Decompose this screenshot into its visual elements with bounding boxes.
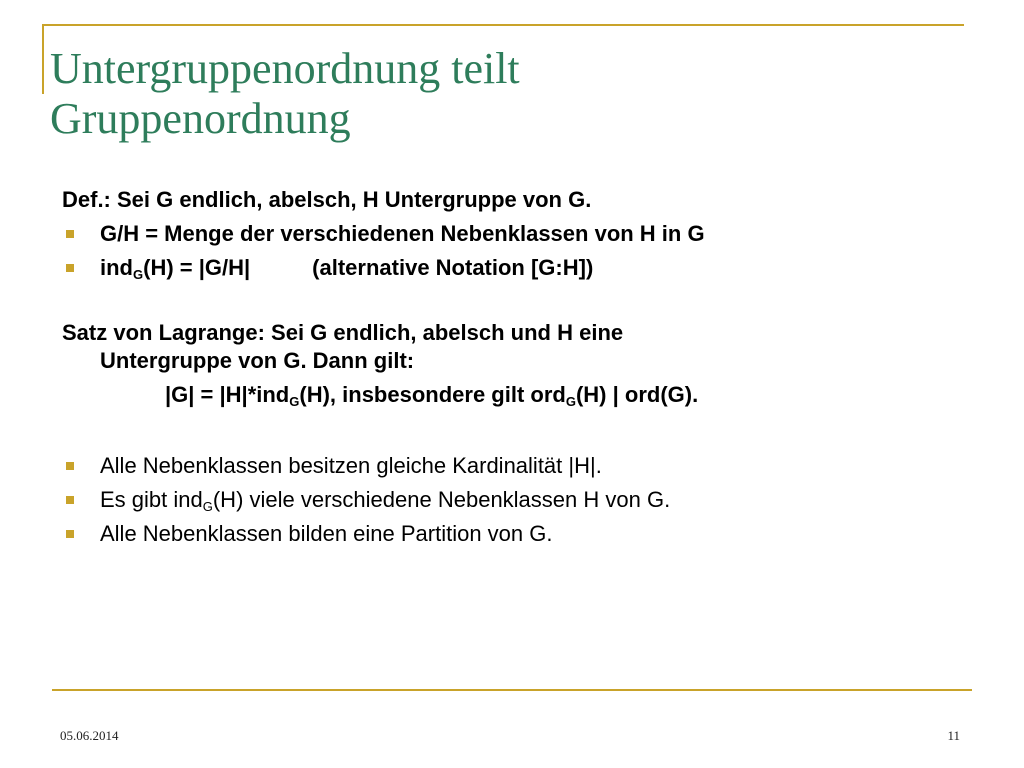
formula-subscript-2: G — [565, 394, 576, 409]
bullet-text: Alle Nebenklassen besitzen gleiche Kardinalität |H|. — [100, 453, 602, 478]
formula-subscript-1: G — [289, 394, 300, 409]
lagrange-statement-line2: Untergruppe von G. Dann gilt: — [100, 348, 415, 373]
bullet-marker — [66, 496, 74, 504]
lagrange-statement-line1: Satz von Lagrange: Sei G endlich, abelsch und H eine — [62, 320, 624, 345]
index-ind: ind — [100, 255, 133, 280]
top-rule — [42, 24, 964, 26]
title-line-2: Gruppenordnung — [50, 94, 351, 143]
formula-part-1: |G| = |H|*ind — [165, 382, 290, 407]
bullet-marker — [66, 230, 74, 238]
slide-body — [62, 183, 962, 551]
bullet-item-count — [62, 483, 962, 517]
index-subscript: G — [133, 267, 144, 282]
formula-part-3: (H) | ord(G). — [575, 382, 699, 407]
slide-title — [50, 44, 950, 144]
bullet-text: G/H = Menge der verschiedenen Nebenklassen von H in G — [100, 221, 705, 246]
bullet-marker — [66, 264, 74, 272]
bullet-marker — [66, 462, 74, 470]
bullet-text: Alle Nebenklassen bilden eine Partition von G. — [100, 521, 553, 546]
count-subscript: G — [202, 499, 213, 514]
formula-part-2: (H), insbesondere gilt ord — [299, 382, 566, 407]
bullet-item-quotient — [62, 217, 962, 251]
bullet-item-partition — [62, 517, 962, 551]
lagrange-formula — [62, 375, 962, 415]
footer-date: 05.06.2014 — [60, 728, 119, 743]
spacer — [62, 285, 962, 319]
count-post: (H) viele verschiedene Nebenklassen H von G. — [212, 487, 671, 512]
bullet-marker — [66, 530, 74, 538]
index-alt-notation: (alternative Notation [G:H]) — [312, 255, 594, 280]
footer-rule — [52, 689, 972, 691]
title-line-1: Untergruppenordnung teilt — [50, 44, 520, 93]
left-rule — [42, 24, 44, 94]
count-pre: Es gibt ind — [100, 487, 203, 512]
index-rest: (H) = |G/H| — [143, 255, 251, 280]
bullet-item-cardinality — [62, 449, 962, 483]
bullet-item-index — [62, 251, 962, 285]
page-number: 11 — [947, 728, 960, 743]
spacer — [62, 415, 962, 449]
definition: Def.: Sei G endlich, abelsch, H Untergruppe von G. — [62, 187, 592, 212]
